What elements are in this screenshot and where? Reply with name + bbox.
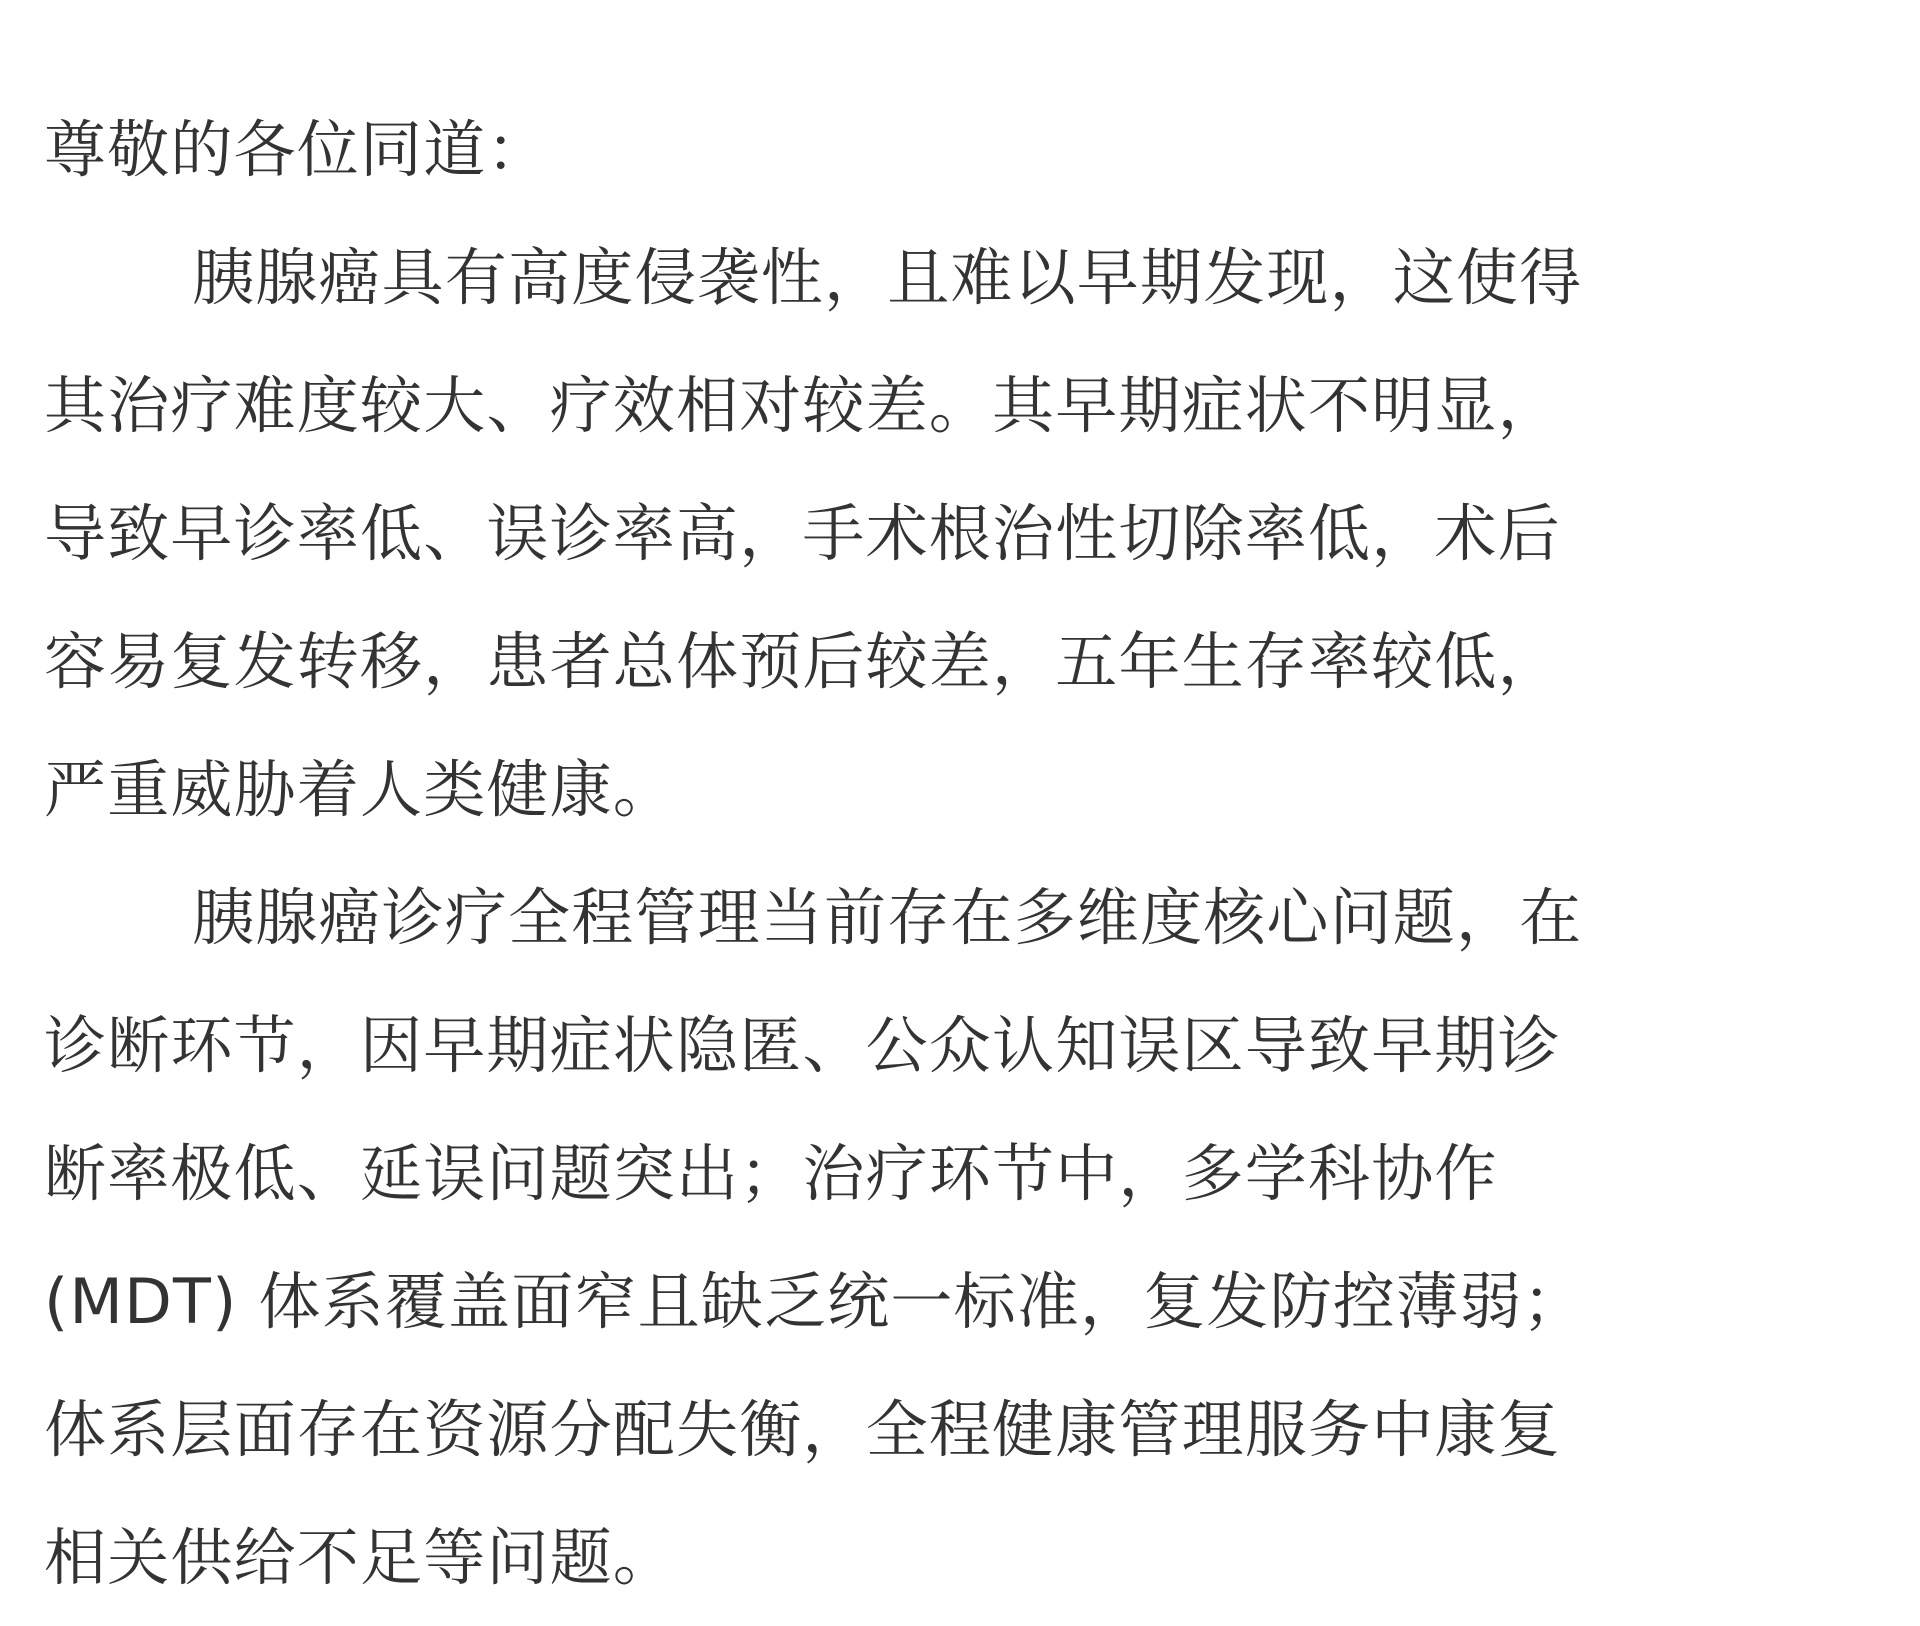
greeting: 尊敬的各位同道： bbox=[44, 113, 550, 186]
paragraph-line: 断率极低、延误问题突出；治疗环节中，多学科协作 bbox=[44, 1137, 1498, 1210]
paragraph-line: 胰腺癌具有高度侵袭性，且难以早期发现，这使得 bbox=[192, 241, 1583, 314]
paragraph-line: 胰腺癌诊疗全程管理当前存在多维度核心问题，在 bbox=[192, 881, 1583, 954]
paragraph-line: (MDT) 体系覆盖面窄且缺乏统一标准，复发防控薄弱； bbox=[44, 1265, 1586, 1338]
document-body bbox=[44, 86, 1844, 1622]
paragraph-line: 容易复发转移，患者总体预后较差，五年生存率较低， bbox=[44, 625, 1561, 698]
paragraph-line: 导致早诊率低、误诊率高，手术根治性切除率低，术后 bbox=[44, 497, 1561, 570]
paragraph-2 bbox=[44, 854, 1844, 1622]
paragraph-line: 诊断环节，因早期症状隐匿、公众认知误区导致早期诊 bbox=[44, 1009, 1561, 1082]
paragraph-line: 体系层面存在资源分配失衡，全程健康管理服务中康复 bbox=[44, 1393, 1561, 1466]
paragraph-line: 相关供给不足等问题。 bbox=[44, 1521, 677, 1594]
paragraph-line: 其治疗难度较大、疗效相对较差。其早期症状不明显， bbox=[44, 369, 1561, 442]
paragraph-1 bbox=[44, 214, 1844, 854]
paragraph-line: 严重威胁着人类健康。 bbox=[44, 753, 677, 826]
